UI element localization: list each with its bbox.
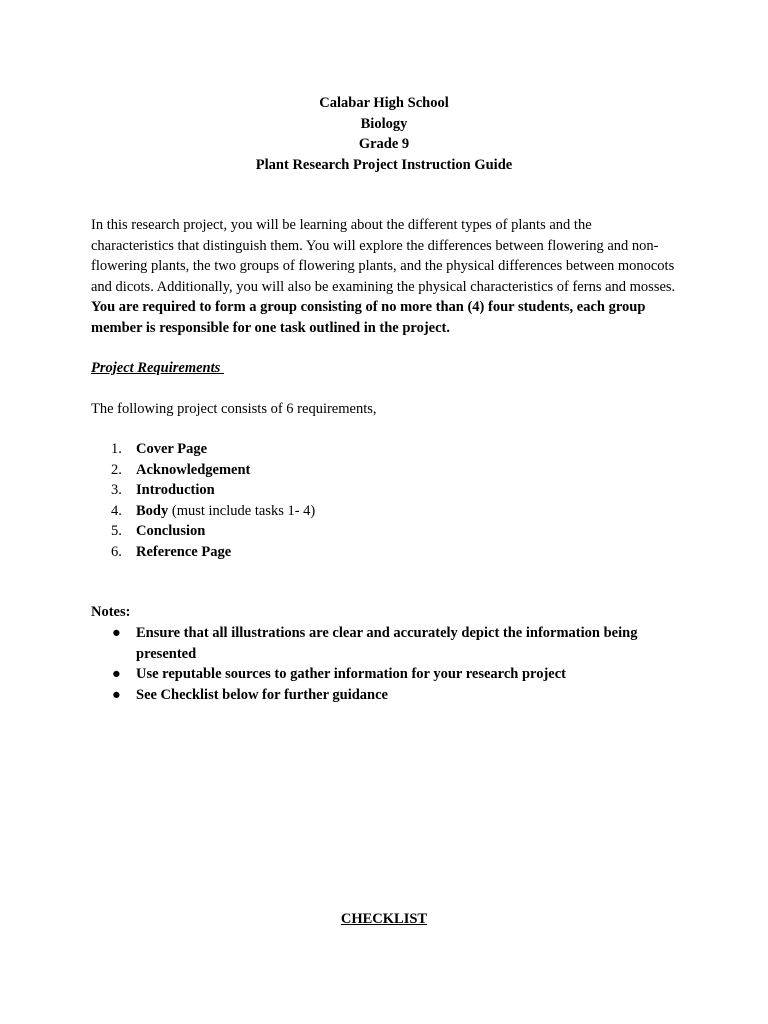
subject-name: Biology <box>360 115 408 132</box>
list-item <box>91 664 677 685</box>
list-item <box>91 439 315 460</box>
list-item <box>91 480 315 501</box>
requirements-list <box>91 439 315 562</box>
list-number: 6. <box>111 543 122 560</box>
list-number: 1. <box>111 441 122 457</box>
list-item <box>91 685 677 706</box>
list-number: 2. <box>111 461 122 478</box>
checklist-heading: CHECKLIST <box>340 911 428 927</box>
bullet-icon: ● <box>112 686 121 703</box>
document-title: Plant Research Project Instruction Guide <box>255 156 513 173</box>
list-item <box>91 521 315 542</box>
intro-paragraph <box>91 215 677 338</box>
requirements-lead-text: The following project consists of 6 requirements, <box>91 401 377 417</box>
notes-list <box>91 623 677 705</box>
notes-heading: Notes: <box>91 604 131 620</box>
list-number: 4. <box>111 502 122 519</box>
list-item <box>91 542 315 563</box>
requirement-label: Reference Page <box>136 543 232 560</box>
school-name: Calabar High School <box>319 95 449 111</box>
grade-level: Grade 9 <box>358 136 410 152</box>
note-text: Use reputable sources to gather information for your research project <box>136 666 566 682</box>
requirement-label: Conclusion <box>136 523 206 539</box>
bullet-icon: ● <box>112 625 121 641</box>
intro-text: In this research project, you will be learning about the different types of plants and the characteristics that distinguish them. You will explore the differences between flowering and non-flowering plants, the two groups of flowering plants, and the physical differences between monocots and dicots. Additionally, you will also be examining the physical characteristics of ferns and mosses. <box>91 217 676 295</box>
requirement-label: Introduction <box>136 482 215 498</box>
list-item <box>91 623 677 664</box>
bullet-icon: ● <box>112 666 121 682</box>
note-text: Ensure that all illustrations are clear and accurately depict the information being presented <box>136 625 638 662</box>
requirement-label: Cover Page <box>136 441 207 457</box>
document-header <box>0 93 768 175</box>
list-item <box>91 501 315 522</box>
requirement-label: Body <box>136 502 169 519</box>
list-item <box>91 460 315 481</box>
requirement-label: Acknowledgement <box>136 461 251 478</box>
project-requirements-heading: Project Requirements <box>91 360 224 376</box>
list-number: 3. <box>111 482 122 498</box>
list-number: 5. <box>111 523 122 539</box>
intro-group-requirement: You are required to form a group consisting of no more than (4) four students, each group member is responsible for one task outlined in the project. <box>91 299 646 336</box>
note-text: See Checklist below for further guidance <box>136 686 388 703</box>
requirement-note: (must include tasks 1- 4) <box>168 502 316 519</box>
